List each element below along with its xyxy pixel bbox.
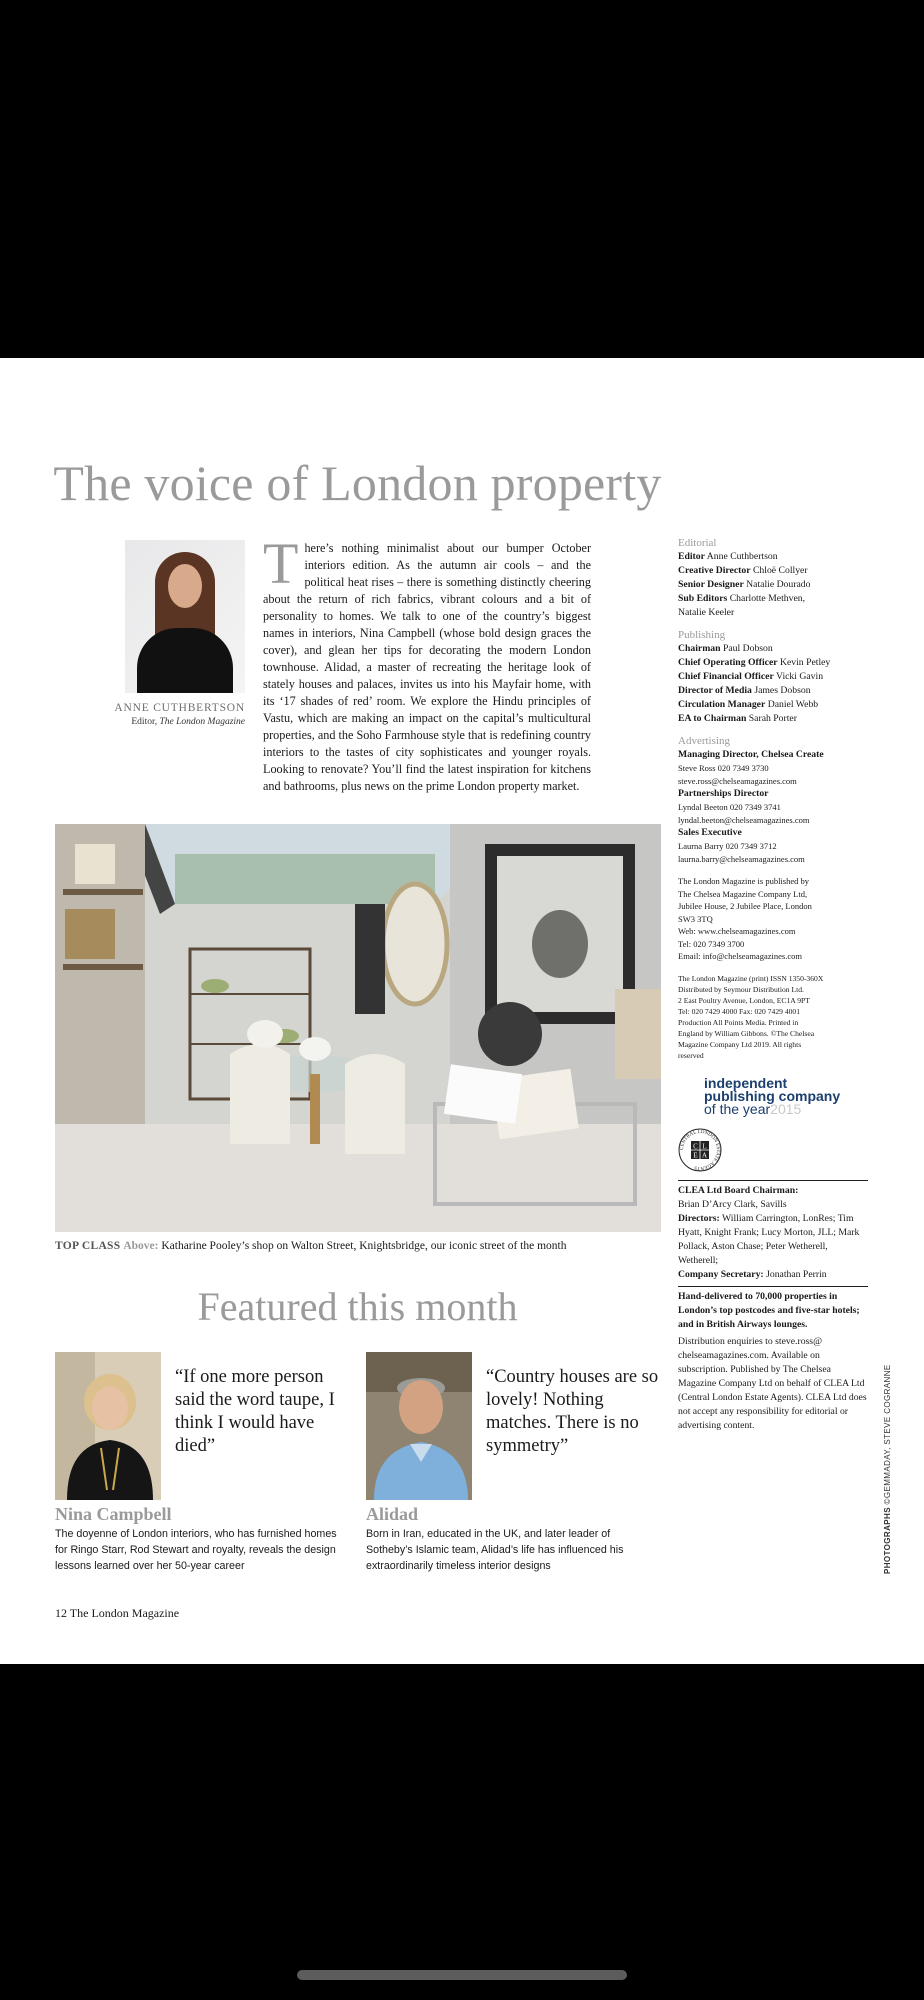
publishing-heading: Publishing	[678, 629, 726, 641]
masthead-entry: Chairman Paul Dobson	[678, 643, 773, 654]
photo-caption: TOP CLASS Above: Katharine Pooley’s shop on Walton Street, Knightsbridge, our iconic street of the month	[55, 1240, 567, 1252]
masthead	[678, 536, 868, 1433]
masthead-entry: Partnerships Director	[678, 788, 769, 799]
alidad-name: Alidad	[366, 1504, 419, 1524]
publisher-info: The London Magazine is published by The Chelsea Magazine Company Ltd, Jubilee House, 2 Jubilee Place, London SW3 3TQ Web: www.chelseamagazines.com Tel: 020 7349 3700 Email: info@chelseamagazines.com	[678, 876, 812, 961]
svg-text:CENTRAL LONDON ESTATE AGENTS: CENTRAL LONDON ESTATE AGENTS	[679, 1129, 721, 1170]
drop-cap: T	[263, 531, 299, 596]
masthead-entry: Chief Financial Officer Vicki Gavin	[678, 671, 824, 682]
nina-campbell-description: The doyenne of London interiors, who has furnished homes for Ringo Starr, Rod Stewart and royalty, reveals the design lessons learned over her 50-year career	[55, 1528, 337, 1572]
editor-portrait	[125, 540, 245, 693]
nina-campbell-photo	[55, 1352, 161, 1500]
editorial-heading: Editorial	[678, 537, 717, 549]
masthead-entry: EA to Chairman Sarah Porter	[678, 713, 797, 724]
masthead-entry: Sub Editors Charlotte Methven,	[678, 593, 806, 604]
masthead-entry: Managing Director, Chelsea Create	[678, 749, 824, 760]
featured-heading: Featured this month	[197, 1284, 518, 1329]
home-indicator[interactable]	[297, 1970, 627, 1980]
svg-text:L: L	[702, 1142, 707, 1150]
svg-text:C: C	[693, 1142, 698, 1150]
alidad-photo	[366, 1352, 472, 1500]
masthead-entry: Sales Executive	[678, 827, 742, 838]
clea-board: CLEA Ltd Board Chairman: Brian D’Arcy Clark, Savills Directors: William Carrington, LonRes; Tim Hyatt, Knight Frank; Lucy Morton, JLL; Mark Pollack, Aston Chase; Peter Wetherell, Wetherell; Company Secretary: Jonathan Perrin Hand-delivered to 70,000 properties in London’s top postcodes and five-star hotels; and in British Airways lounges. Distribution enquiries to steve.ross@ chelseamagazines.com. Available on subscription. Published by The Chelsea Magazine Company Ltd on behalf of CLEA Ltd (Central London Estate Agents). CLEA Ltd does not accept any responsibility for editorial or advertising content.	[678, 1180, 868, 1433]
award-logo: independent publishing company of the year2015	[704, 1074, 841, 1117]
ad-contact-phone: Lyndal Beeton 020 7349 3741	[678, 802, 781, 812]
ad-contact-email[interactable]: lyndal.beeton@chelseamagazines.com	[678, 814, 810, 825]
page-title: The voice of London property	[53, 455, 662, 511]
ad-contact-phone: Steve Ross 020 7349 3730	[678, 763, 769, 773]
legal-info: The London Magazine (print) ISSN 1350-360X Distributed by Seymour Distribution Ltd. 2 East Poultry Avenue, London, EC1A 9PT Tel: 020 7429 4000 Fax: 020 7429 4001 Production All Points Media. Printed in England by William Gibbons. ©The Chelsea Magazine Company Ltd 2019. All rights reserved	[678, 973, 824, 1060]
svg-text:E: E	[693, 1151, 698, 1159]
magazine-page	[0, 358, 924, 1664]
distribution-note: Distribution enquiries to steve.ross@ chelseamagazines.com. Available on subscription. Published by The Chelsea Magazine Company Ltd on behalf of CLEA Ltd (Central London Estate Agents). CLEA Ltd does not accept any responsibility for editorial or advertising content.	[678, 1335, 867, 1431]
ad-contact-email[interactable]: steve.ross@chelseamagazines.com	[678, 775, 797, 786]
clea-seal-logo	[678, 1128, 722, 1172]
masthead-entry: Natalie Keeler	[678, 607, 735, 618]
editor-name: ANNE CUTHBERTSON	[114, 702, 245, 714]
masthead-entry: Creative Director Chloë Collyer	[678, 565, 808, 576]
delivery-note: Hand-delivered to 70,000 properties in London’s top postcodes and five-star hotels; and in British Airways lounges.	[678, 1290, 860, 1330]
masthead-entry: Senior Designer Natalie Dourado	[678, 579, 811, 590]
masthead-entry: Circulation Manager Daniel Webb	[678, 699, 819, 710]
editor-letter	[263, 531, 591, 795]
ad-contact-email[interactable]: laurna.barry@chelseamagazines.com	[678, 853, 805, 864]
page-footer: 12 The London Magazine	[55, 1606, 180, 1620]
alidad-description: Born in Iran, educated in the UK, and later leader of Sotheby’s Islamic team, Alidad’s life has influenced his extraordinarily timeless interior designs	[366, 1528, 624, 1572]
nina-campbell-name: Nina Campbell	[55, 1504, 172, 1524]
masthead-entry: Director of Media James Dobson	[678, 685, 811, 696]
photo-credit: PHOTOGRAPHS ©GEMMADAY, STEVE COGRANNE	[883, 1364, 892, 1574]
masthead-entry: Editor Anne Cuthbertson	[678, 551, 778, 562]
editor-letter-text: here’s nothing minimalist about our bumper October interiors edition. As the autumn air cools – and the political heat rises – there is something distinctly cheering about the return of rich fabrics, vibrant colours and a bit of personality to homes. We talk to one of the country’s biggest names in interiors, Nina Campbell (whose bold design graces the cover), and glean her tips for decorating the modern London townhouse. Alidad, a master of recreating the heritage look of stately houses and palaces, invites us into his Mayfair home, with its ‘17 shades of red’ room. We explore the Hindu principles of Vastu, which are making an impact on the capital’s multicultural properties, and the Soho Farmhouse style that is redefining country interiors to the tastes of city sophisticates and younger royals. Looking to renovate? You’ll find the latest inspiration for kitchens and bathrooms, plus news on the prime London property market.	[263, 541, 591, 793]
editor-role: Editor, The London Magazine	[131, 717, 245, 727]
alidad-quote: “Country houses are so lovely! Nothing matches. There is no symmetry”	[486, 1367, 659, 1456]
advertising-heading: Advertising	[678, 735, 730, 747]
nina-campbell-quote: “If one more person said the word taupe, I think I would have died”	[175, 1367, 335, 1456]
hero-photo	[55, 824, 661, 1232]
masthead-entry: Chief Operating Officer Kevin Petley	[678, 657, 831, 668]
svg-text:A: A	[701, 1151, 708, 1159]
ad-contact-phone: Laurna Barry 020 7349 3712	[678, 841, 777, 851]
